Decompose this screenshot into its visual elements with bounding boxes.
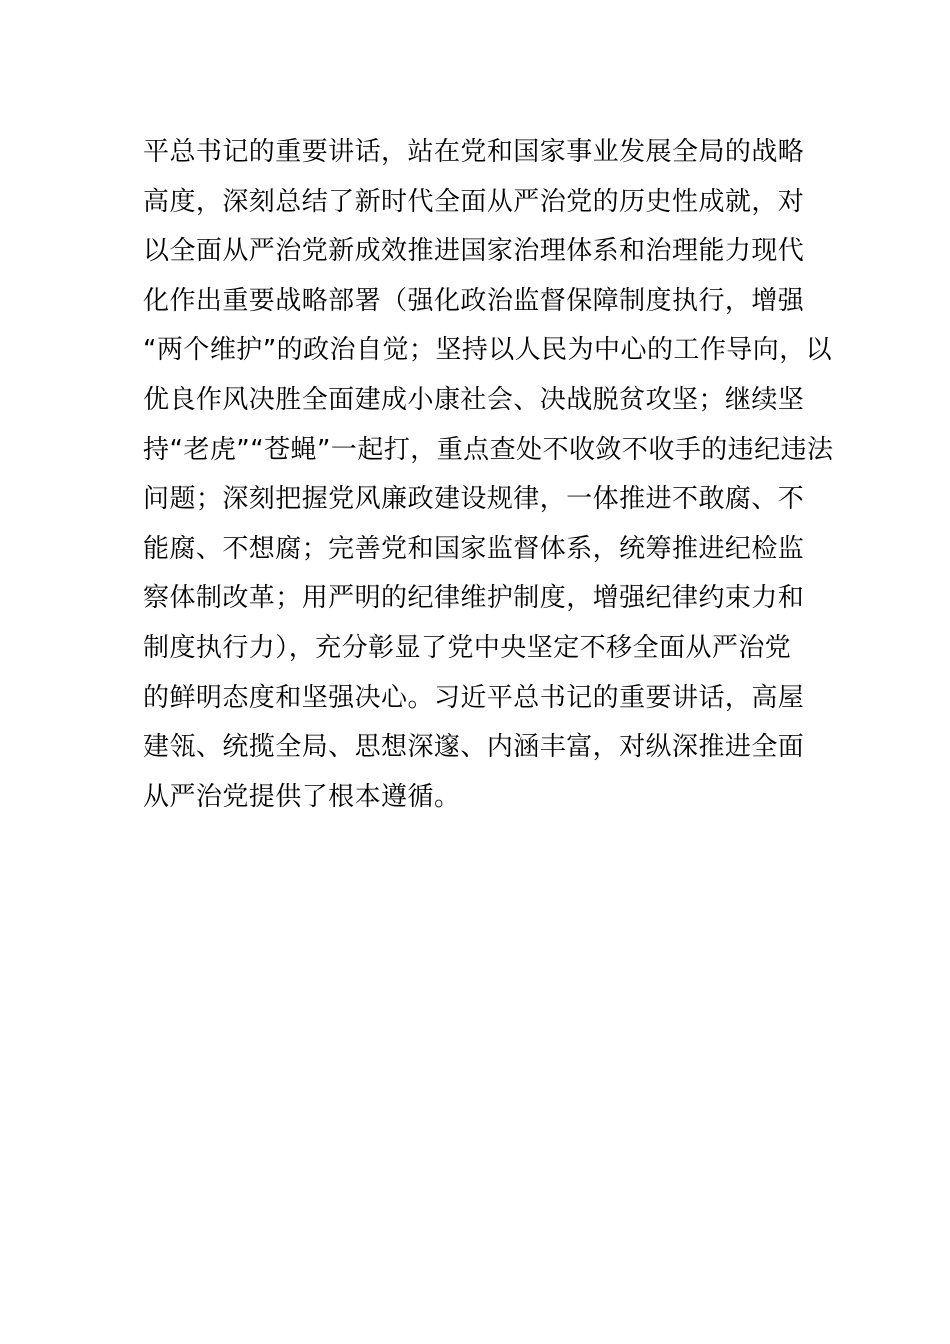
paragraph-line-1: 平总书记的重要讲话，站在党和国家事业发展全局的战略 (143, 137, 805, 167)
paragraph-line-4: 化作出重要战略部署（强化政治监督保障制度执行，增强 (143, 285, 805, 316)
paragraph-line-7: 持“老虎”“苍蝇”一起打，重点查处不收敛不收手的违纪违法 (143, 434, 834, 465)
paragraph-line-5: “两个维护”的政治自觉；坚持以人民为中心的工作导向，以 (143, 335, 833, 366)
paragraph-line-9: 能腐、不想腐；完善党和国家监督体系，统筹推进纪检监 (143, 533, 805, 564)
paragraph-line-14: 从严治党提供了根本遵循。 (143, 781, 461, 812)
paragraph-line-3: 以全面从严治党新成效推进国家治理体系和治理能力现代 (143, 236, 805, 267)
paragraph-line-12: 的鲜明态度和坚强决心。习近平总书记的重要讲话，高屋 (143, 682, 805, 713)
paragraph-line-2: 高度，深刻总结了新时代全面从严治党的历史性成就，对 (143, 186, 805, 217)
paragraph-line-8: 问题；深刻把握党风廉政建设规律，一体推进不敢腐、不 (143, 484, 805, 515)
body-paragraph (143, 128, 834, 822)
paragraph-line-6: 优良作风决胜全面建成小康社会、决战脱贫攻坚；继续坚 (143, 384, 805, 415)
paragraph-line-13: 建瓴、统揽全局、思想深邃、内涵丰富，对纵深推进全面 (143, 732, 805, 763)
paragraph-line-11: 制度执行力），充分彰显了党中央坚定不移全面从严治党 (143, 632, 792, 663)
paragraph-line-10: 察体制改革；用严明的纪律维护制度，增强纪律约束力和 (143, 583, 805, 614)
